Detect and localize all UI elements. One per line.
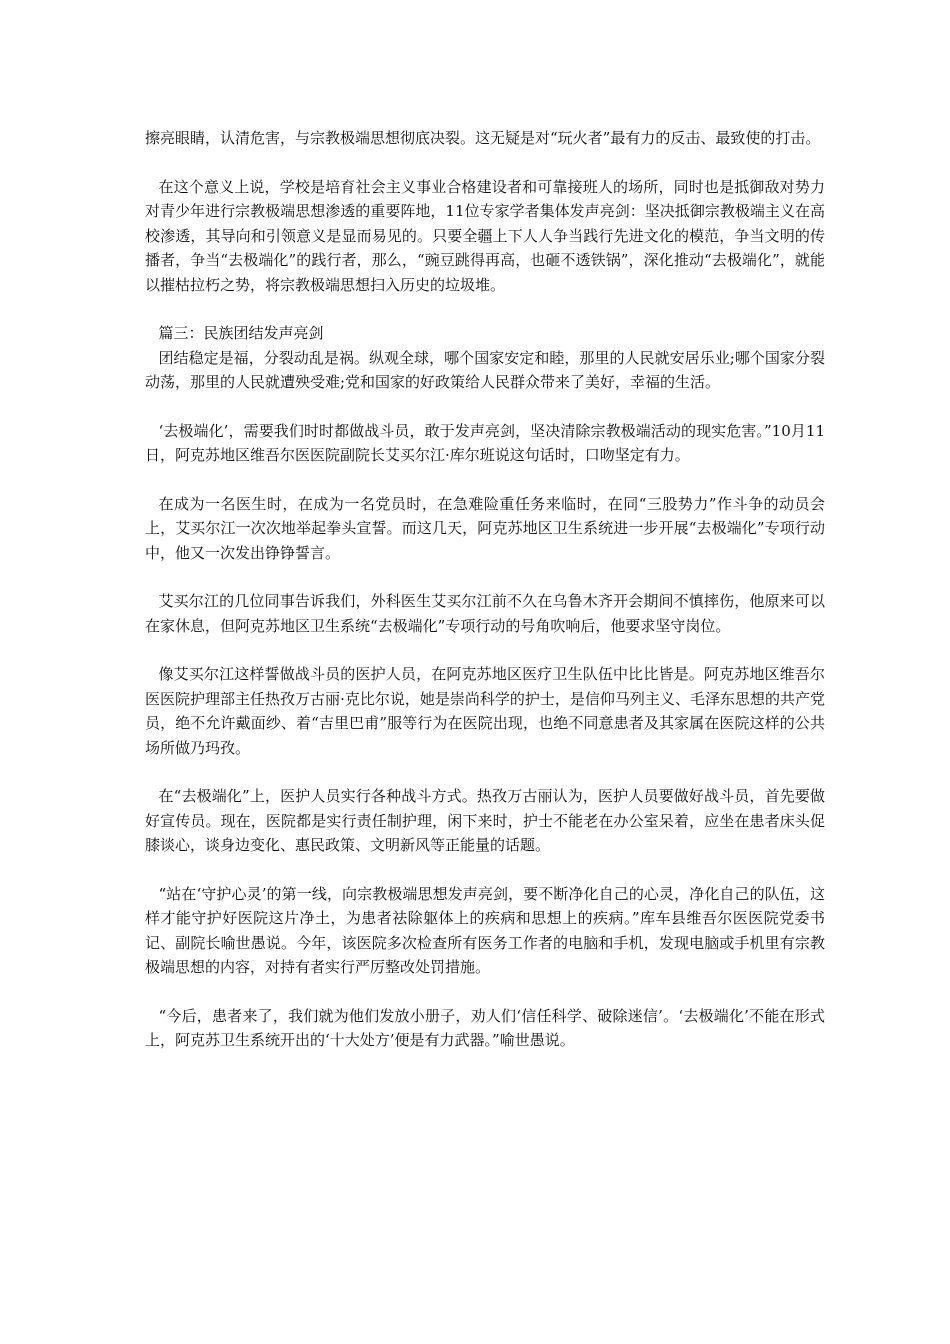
paragraph-1: 擦亮眼睛，认清危害，与宗教极端思想彻底决裂。这无疑是对“玩火者”最有力的反击、最致使的打击。	[145, 129, 821, 147]
paragraph-gap	[145, 395, 825, 419]
paragraph-gap	[145, 468, 825, 492]
paragraph-gap	[145, 980, 825, 1004]
paragraph-9: “站在‘守护心灵’的第一线，向宗教极端思想发声亮剑，要不断净化自己的心灵，净化自己的队伍，这样才能守护好医院这片净土，为患者祛除躯体上的疾病和思想上的疾病。”库车县维吾尔医医院党委书记、副院长喻世愚说。今年，该医院多次检查所有医务工作者的电脑和手机，发现电脑或手机里有宗教极端思想的内容，对持有者实行严厉整改处罚措施。	[145, 884, 825, 976]
paragraph-6: 艾买尔江的几位同事告诉我们，外科医生艾买尔江前不久在乌鲁木齐开会期间不慎摔伤，他原来可以在家休息，但阿克苏地区卫生系统“去极端化”专项行动的号角吹响后，他要求坚守岗位。	[145, 592, 825, 635]
paragraph-8: 在“去极端化”上，医护人员实行各种战斗方式。热孜万古丽认为，医护人员要做好战斗员，首先要做好宣传员。现在，医院都是实行责任制护理，闲下来时，护士不能老在办公室呆着，应坐在患者床头促膝谈心，谈身边变化、惠民政策、文明新风等正能量的话题。	[145, 787, 825, 854]
paragraph-gap	[145, 565, 825, 589]
paragraph-4: ‘去极端化’，需要我们时时都做战斗员，敢于发声亮剑，坚决清除宗教极端活动的现实危害。”10月11日，阿克苏地区维吾尔医医院副院长艾买尔江·库尔班说这句话时，口吻坚定有力。	[145, 421, 825, 464]
paragraph-7: 像艾买尔江这样誓做战斗员的医护人员，在阿克苏地区医疗卫生队伍中比比皆是。阿克苏地区维吾尔医医院护理部主任热孜万古丽·克比尔说，她是崇尚科学的护士，是信仰马列主义、毛泽东思想的共产党员，绝不允许戴面纱、着“吉里巴甫”服等行为在医院出现，也绝不同意患者及其家属在医院这样的公共场所做乃玛孜。	[145, 665, 825, 757]
paragraph-gap	[145, 760, 825, 784]
paragraph-10: “今后，患者来了，我们就为他们发放小册子，劝人们‘信任科学、破除迷信’。‘去极端化’不能在形式上，阿克苏卫生系统开出的‘十大处方’便是有力武器。”喻世愚说。	[145, 1006, 825, 1049]
paragraph-2: 在这个意义上说，学校是培育社会主义事业合格建设者和可靠接班人的场所，同时也是抵御敌对势力对青少年进行宗教极端思想渗透的重要阵地，11位专家学者集体发声亮剑：坚决抵御宗教极端主义在高校渗透，其导向和引领意义是显而易见的。只要全疆上下人人争当践行先进文化的模范，争当文明的传播者，争当“去极端化”的践行者，那么，“豌豆跳得再高，也砸不透铁锅”，深化推动“去极端化”，就能以摧枯拉朽之势，将宗教极端思想扫入历史的垃圾堆。	[145, 177, 825, 294]
paragraph-gap	[145, 638, 825, 662]
paragraph-3: 团结稳定是福，分裂动乱是祸。纵观全球，哪个国家安定和睦，那里的人民就安居乐业;哪个国家分裂动荡，那里的人民就遭殃受难;党和国家的好政策给人民群众带来了美好，幸福的生活。	[145, 348, 825, 391]
section-heading: 篇三：民族团结发声亮剑	[158, 324, 324, 342]
paragraph-gap	[145, 858, 825, 882]
paragraph-5: 在成为一名医生时，在成为一名党员时，在急难险重任务来临时，在同“三股势力”作斗争的动员会上，艾买尔江一次次地举起拳头宣誓。而这几天，阿克苏地区卫生系统进一步开展“去极端化”专项行动中，他又一次发出铮铮誓言。	[145, 494, 825, 562]
document-page	[145, 126, 825, 1053]
paragraph-gap	[145, 297, 825, 321]
paragraph-gap	[145, 151, 825, 175]
